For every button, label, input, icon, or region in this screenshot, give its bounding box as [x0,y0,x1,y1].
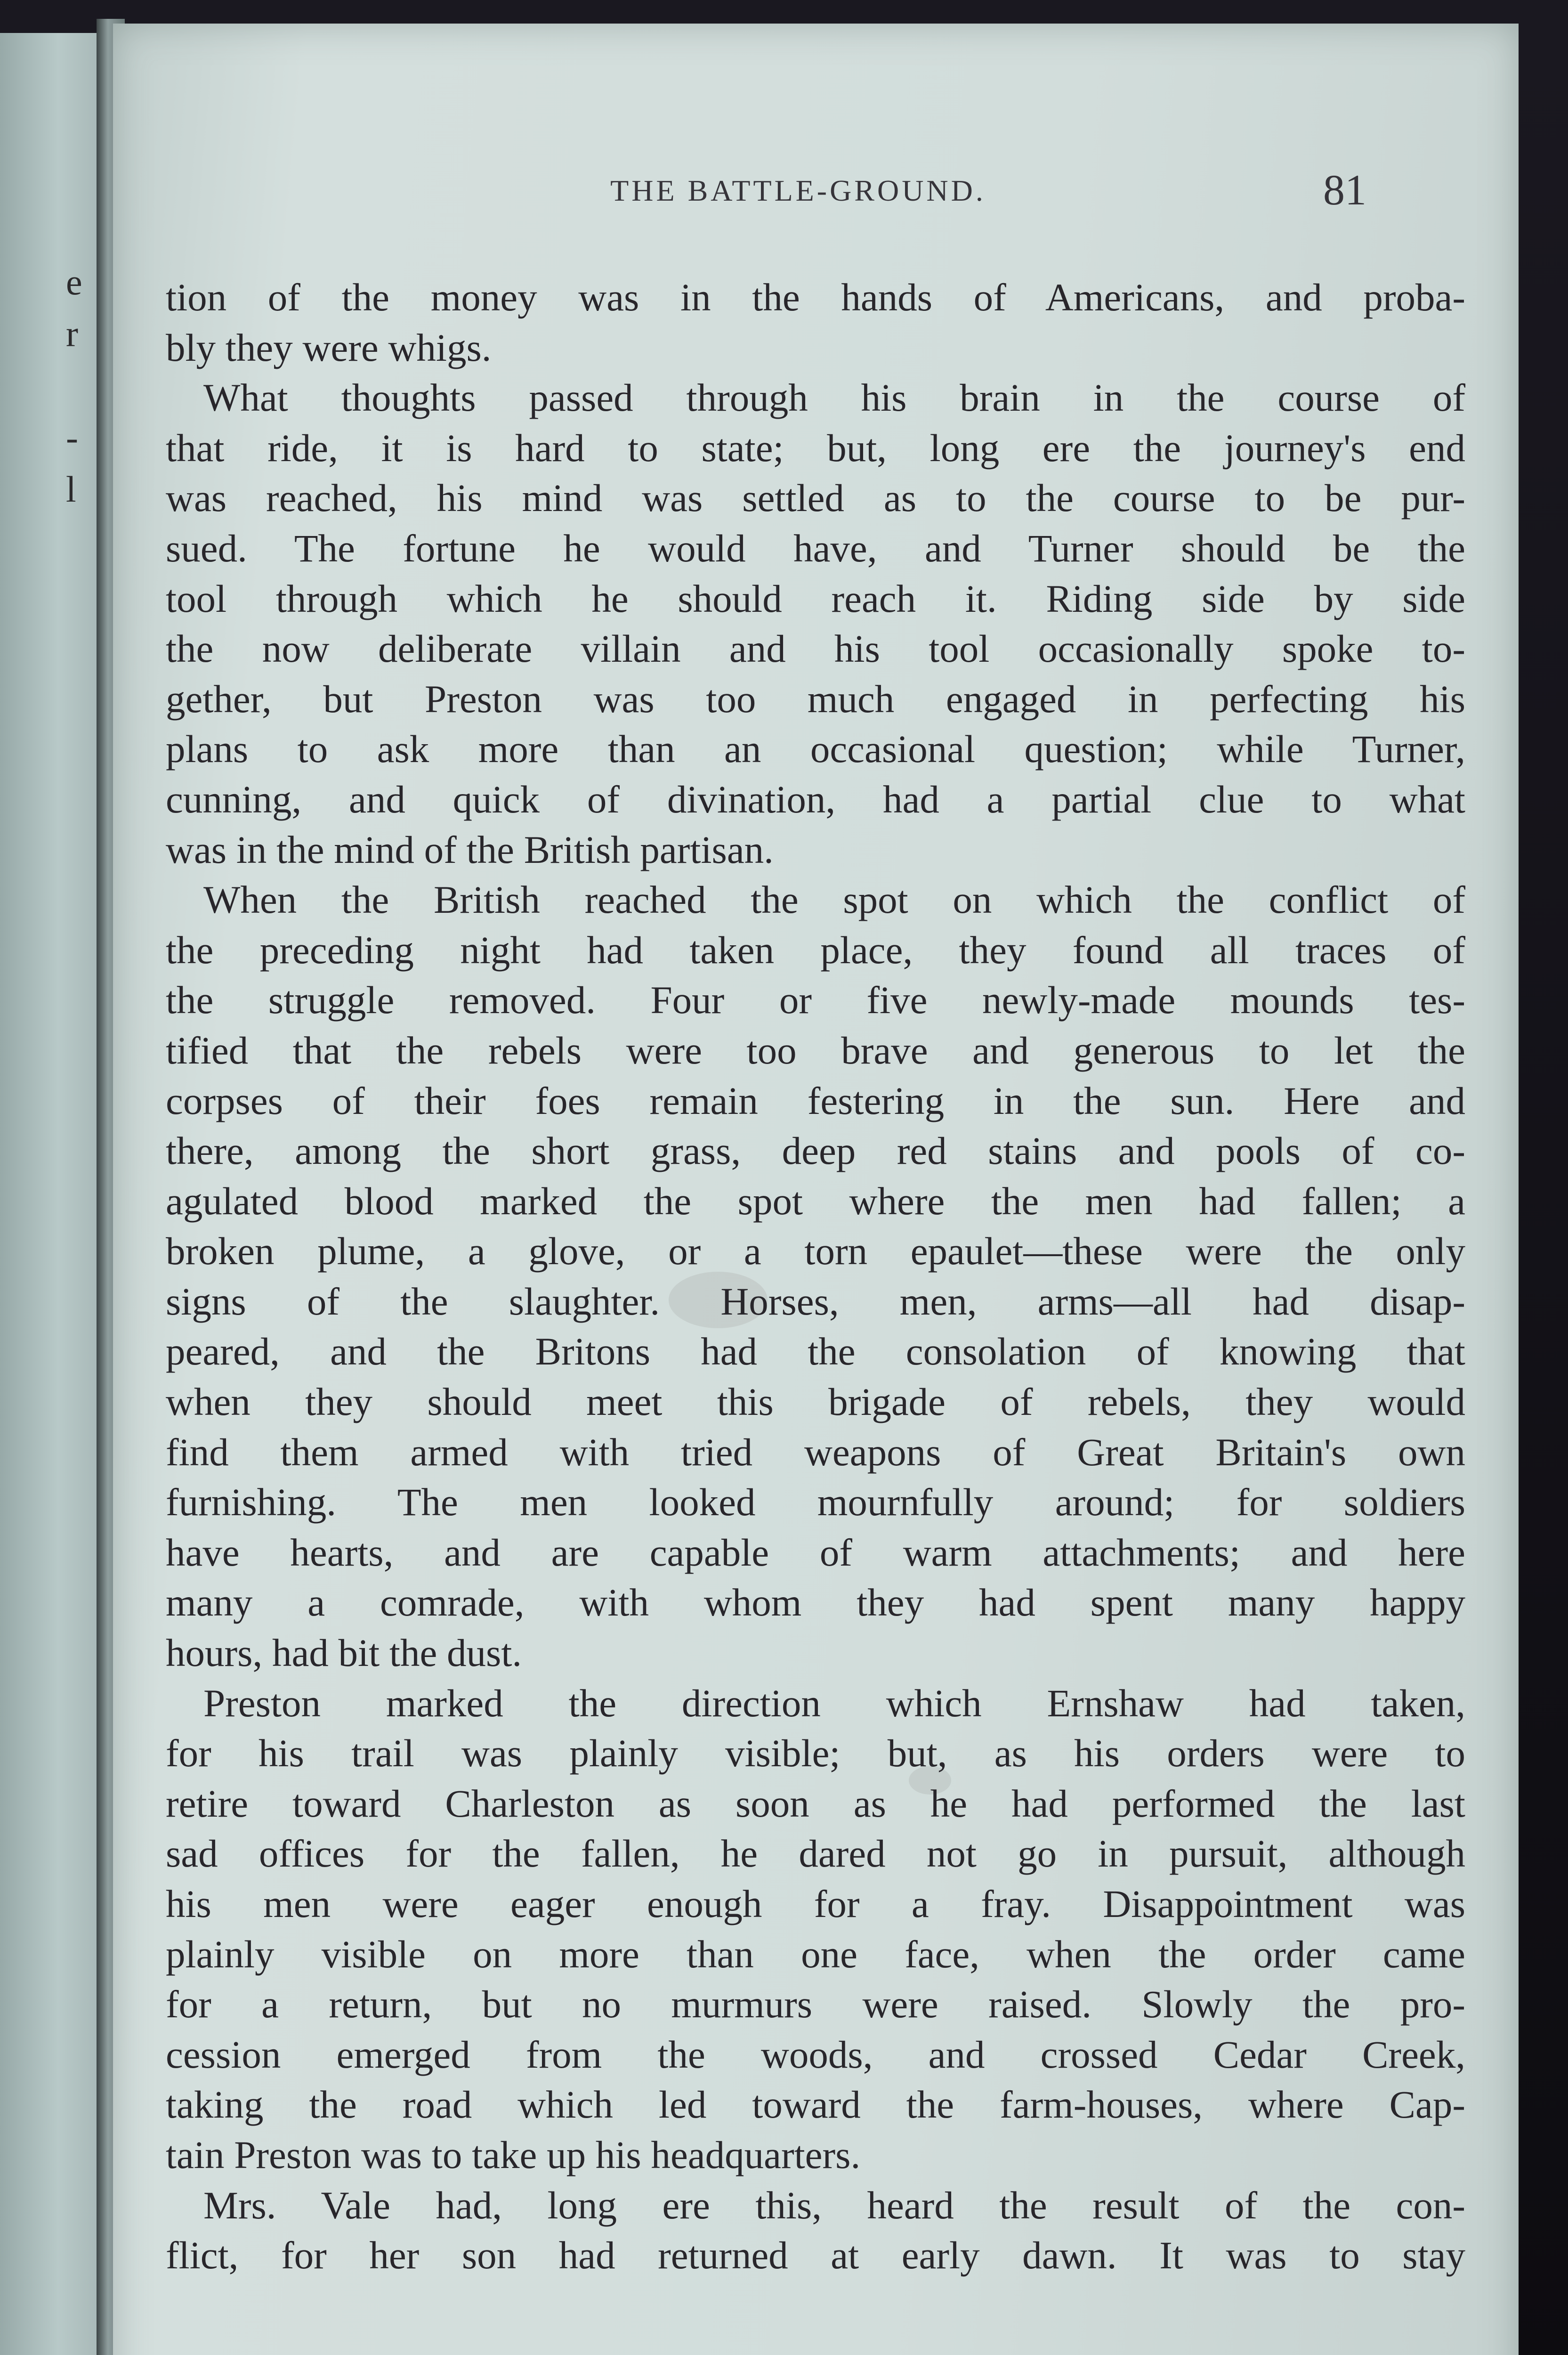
text-line: was reached, his mind was settled as to the course to be pur- [166,476,1465,520]
previous-page-fragment: e [66,261,82,302]
text-line: retire toward Charleston as soon as he had performed the last [166,1781,1465,1825]
text-line: agulated blood marked the spot where the men had fallen; a [166,1179,1465,1223]
text-line: there, among the short grass, deep red stains and pools of co- [166,1129,1465,1173]
text-line: bly they were whigs. [166,325,492,369]
text-line: his men were eager enough for a fray. Disappointment was [166,1882,1465,1925]
text-line: when they should meet this brigade of rebels, they would [166,1380,1465,1424]
text-line: hours, had bit the dust. [166,1631,522,1675]
text-line: the preceding night had taken place, they found all traces of [166,928,1465,972]
body-text [166,272,1465,2281]
text-line: tion of the money was in the hands of Americans, and proba- [166,276,1465,319]
text-line: many a comrade, with whom they had spent many happy [166,1581,1465,1624]
text-line: peared, and the Britons had the consolation of knowing that [166,1330,1465,1373]
text-line: plainly visible on more than one face, when the order came [166,1932,1465,1976]
text-line: sad offices for the fallen, he dared not go in pursuit, although [166,1832,1465,1876]
text-line: What thoughts passed through his brain in the course of [203,376,1465,420]
text-line: that ride, it is hard to state; but, long ere the journey's end [166,426,1465,470]
text-line: Preston marked the direction which Ernshaw had taken, [203,1681,1465,1725]
text-line: sued. The fortune he would have, and Turner should be the [166,526,1465,570]
text-line: gether, but Preston was too much engaged in perfecting his [166,677,1465,721]
text-line: plans to ask more than an occasional question; while Turner, [166,727,1465,771]
text-line: find them armed with tried weapons of Great Britain's own [166,1430,1465,1474]
text-line: was in the mind of the British partisan. [166,828,774,871]
text-line: have hearts, and are capable of warm attachments; and here [166,1530,1465,1574]
text-line: for his trail was plainly visible; but, as his orders were to [166,1731,1465,1775]
page-number: 81 [1323,166,1366,214]
running-title: THE BATTLE-GROUND. [610,174,986,207]
text-line: tool through which he should reach it. Riding side by side [166,577,1465,620]
text-line: When the British reached the spot on which the conflict of [203,878,1465,922]
text-line: tain Preston was to take up his headquarters. [166,2133,861,2176]
previous-page-fragment: r [66,313,78,354]
previous-page-edge [0,33,106,2355]
book-page [113,24,1519,2355]
text-line: furnishing. The men looked mournfully around; for soldiers [166,1480,1465,1524]
text-line: signs of the slaughter. Horses, men, arms—all had disap- [166,1279,1465,1323]
text-line: cession emerged from the woods, and crossed Cedar Creek, [166,2032,1465,2076]
text-line: flict, for her son had returned at early dawn. It was to stay [166,2233,1465,2277]
text-line: the struggle removed. Four or five newly-made mounds tes- [166,978,1465,1022]
text-line: Mrs. Vale had, long ere this, heard the result of the con- [203,2183,1465,2227]
text-line: for a return, but no murmurs were raised. Slowly the pro- [166,1982,1465,2026]
previous-page-fragment: - [66,417,78,458]
text-line: corpses of their foes remain festering in the sun. Here and [166,1079,1465,1122]
text-line: cunning, and quick of divination, had a partial clue to what [166,777,1465,821]
text-line: broken plume, a glove, or a torn epaulet—these were the only [166,1229,1465,1273]
previous-page-fragment: l [66,469,76,510]
text-line: the now deliberate villain and his tool occasionally spoke to- [166,627,1465,671]
text-line: taking the road which led toward the farm-houses, where Cap- [166,2083,1465,2127]
text-line: tified that the rebels were too brave and generous to let the [166,1028,1465,1072]
